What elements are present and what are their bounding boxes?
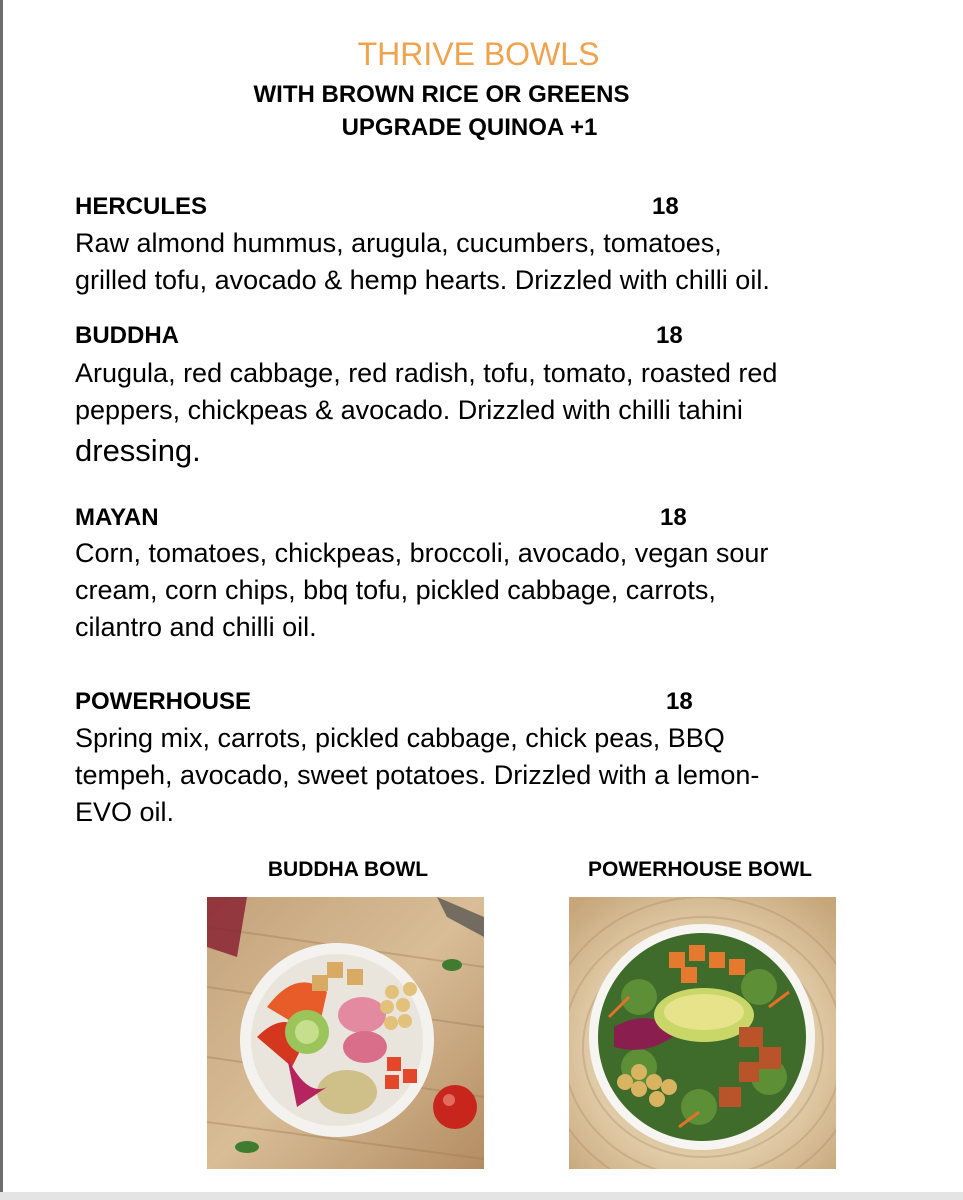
item-price-mayan: 18 (660, 504, 687, 531)
item-name-mayan: MAYAN (75, 504, 159, 531)
item-name-powerhouse: POWERHOUSE (75, 688, 252, 715)
page-left-edge (0, 0, 3, 1200)
page-bottom-edge (0, 1192, 963, 1200)
item-desc-buddha-tail: dressing. (75, 433, 201, 468)
buddha-bowl-photo (207, 897, 484, 1169)
item-desc-mayan: Corn, tomatoes, chickpeas, broccoli, avocado, vegan sour cream, corn chips, bbq tofu, pickled cabbage, carrots, cilantro and chilli oil. (75, 538, 769, 642)
item-desc-powerhouse: Spring mix, carrots, pickled cabbage, chick peas, BBQ tempeh, avocado, sweet potatoes. Drizzled with a lemon- EVO oil. (75, 723, 760, 827)
menu-subtitle-upgrade: UPGRADE QUINOA +1 (341, 114, 598, 141)
item-price-hercules: 18 (652, 193, 679, 220)
item-desc-buddha: Arugula, red cabbage, red radish, tofu, tomato, roasted red peppers, chickpeas & avocado. Drizzled with chilli tahini (75, 358, 778, 425)
item-name-buddha: BUDDHA (75, 322, 179, 349)
menu-subtitle-base: WITH BROWN RICE OR GREENS (253, 81, 630, 108)
item-price-buddha: 18 (656, 322, 683, 349)
photo-label-powerhouse: POWERHOUSE BOWL (588, 858, 812, 881)
menu-title: THRIVE BOWLS (357, 36, 600, 72)
photo-label-buddha: BUDDHA BOWL (267, 858, 429, 881)
powerhouse-bowl-photo (569, 897, 836, 1169)
buddha-bowl-illustration (207, 897, 484, 1169)
item-price-powerhouse: 18 (666, 688, 693, 715)
powerhouse-bowl-illustration (569, 897, 836, 1169)
item-name-hercules: HERCULES (75, 193, 208, 220)
item-desc-hercules: Raw almond hummus, arugula, cucumbers, tomatoes, grilled tofu, avocado & hemp hearts. Drizzled with chilli oil. (75, 228, 770, 295)
